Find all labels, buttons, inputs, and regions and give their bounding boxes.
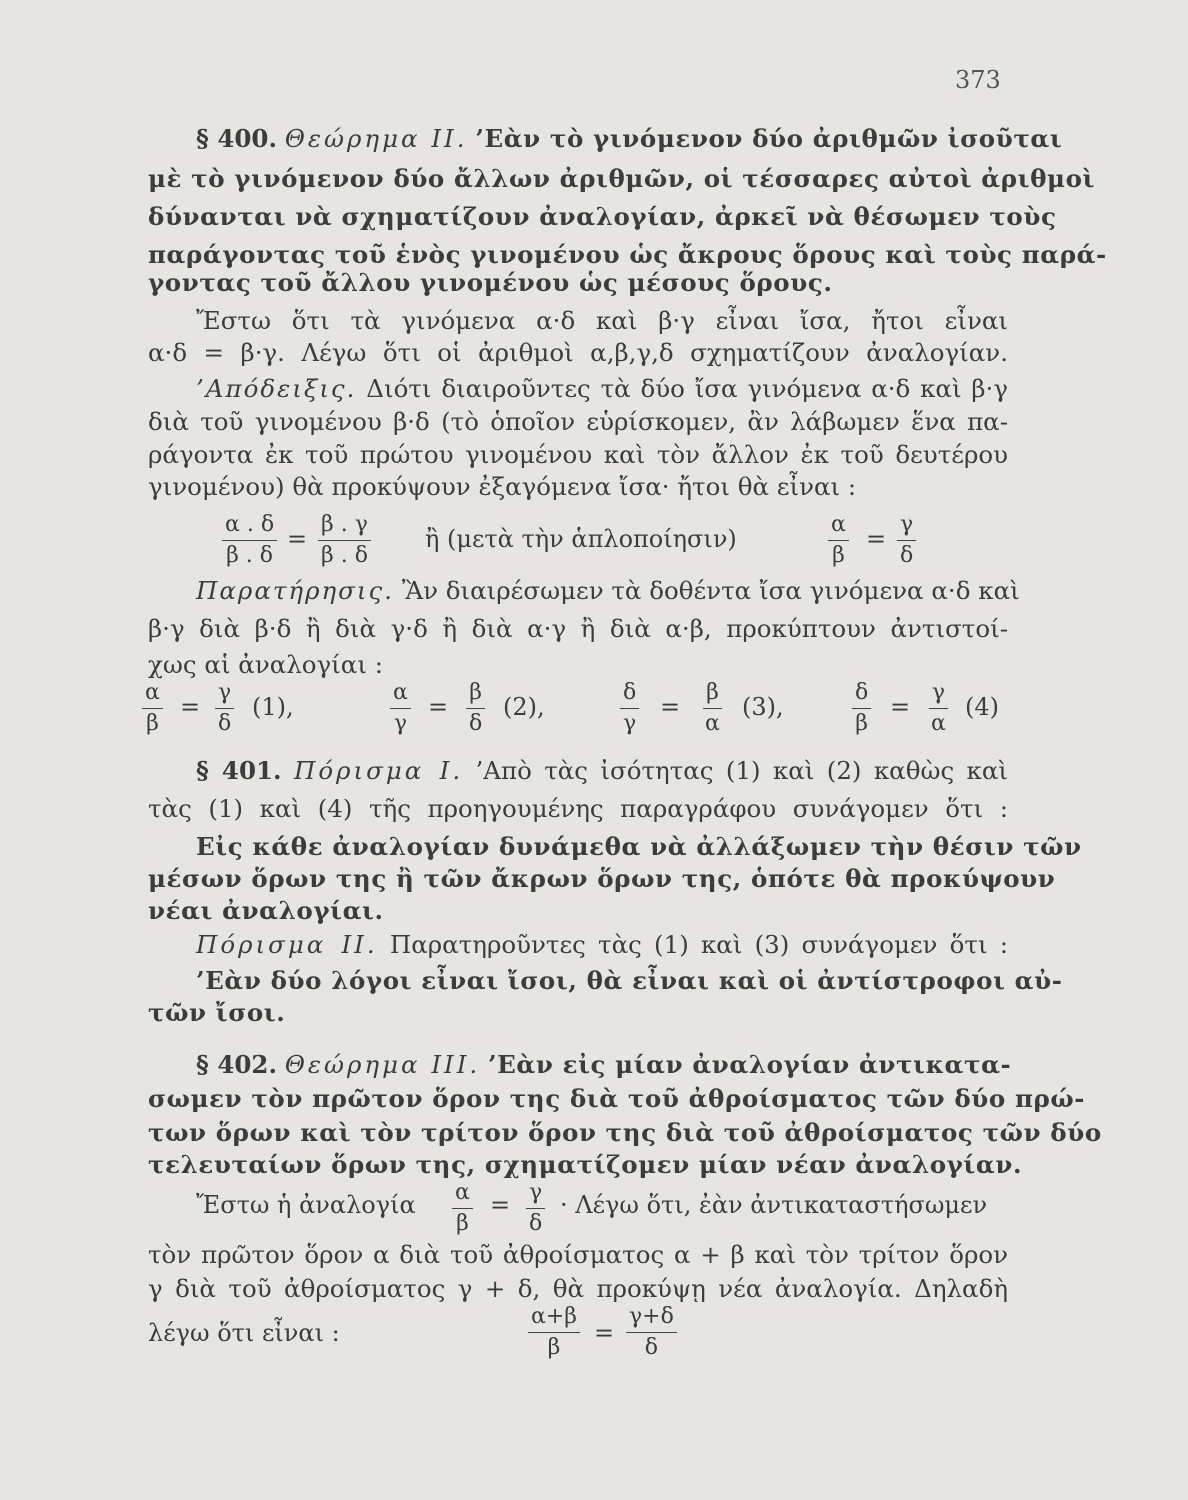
- sec401-number: § 401.: [196, 756, 282, 785]
- remark-text-3: χως αἱ ἀναλογίαι :: [148, 650, 383, 679]
- prop2-left-fraction: $\frac{\alpha}{\gamma}$: [390, 680, 411, 737]
- sec402-statement-4: τελευταίων ὅρων της, σχηματίζομεν μίαν νέαν ἀναλογίαν.: [148, 1150, 1023, 1179]
- corollary2-statement-2: τῶν ἴσοι.: [148, 998, 286, 1027]
- corollary2-text: Παρατηροῦντες τὰς (1) καὶ (3) συνάγομεν ὅτι :: [389, 930, 1008, 959]
- sec402-statement-3: των ὅρων καὶ τὸν τρίτον ὅρον της διὰ τοῦ ἀθροίσματος τῶν δύο: [148, 1118, 1102, 1147]
- sec402-statement-2: σωμεν τὸν πρῶτον ὅρον της διὰ τοῦ ἀθροίσματος τῶν δύο πρώ-: [148, 1084, 1086, 1113]
- prop4-right-fraction: $\frac{\gamma}{\alpha}$: [928, 680, 949, 737]
- sec400-statement-2: μὲ τὸ γινόμενον δύο ἄλλων ἀριθμῶν, οἱ τέσσαρες αὐτοὶ ἀριθμοὶ: [148, 164, 1095, 193]
- remark-text-1: Ἂν διαιρέσωμεν τὰ δοθέντα ἴσα γινόμενα α·δ καὶ: [401, 576, 1020, 605]
- remark-line-1: [196, 572, 1020, 610]
- proof-text-3: ράγοντα ἐκ τοῦ πρώτου γινομένου καὶ τὸν ἄλλον ἐκ τοῦ δευτέρου: [148, 440, 1008, 469]
- sec402-text-1a: Ἔστω ἡ ἀναλογία: [196, 1191, 416, 1219]
- sec400-text-2: α·δ = β·γ. Λέγω ὅτι οἱ ἀριθμοὶ α,β,γ,δ σχηματίζουν ἀναλογίαν.: [148, 338, 1008, 367]
- page-number: 373: [955, 66, 1001, 94]
- sec400-line-1: [196, 120, 1063, 158]
- prop3-left-fraction: $\frac{\delta}{\gamma}$: [620, 680, 639, 737]
- prop2-right-fraction: $\frac{\beta}{\delta}$: [466, 680, 485, 737]
- prop1-label: (1),: [252, 693, 294, 721]
- sec400-statement-3: δύνανται νὰ σχηματίζουν ἀναλογίαν, ἀρκεῖ νὰ θέσωμεν τοὺς: [148, 202, 1057, 231]
- sec402-text-2: τὸν πρῶτον ὅρον α διὰ τοῦ ἀθροίσματος α + β καὶ τὸν τρίτον ὅρον: [148, 1240, 1008, 1269]
- corollary2-heading: Πόρισμα ΙΙ.: [196, 930, 378, 959]
- sec402-text-1b: · Λέγω ὅτι, ἐὰν ἀντικαταστήσωμεν: [560, 1191, 988, 1219]
- fraction-bg-bd: $\frac{\beta . \gamma}{\beta . \delta}$: [318, 512, 371, 569]
- sec400-statement-1: ’Εὰν τὸ γινόμενον δύο ἀριθμῶν ἰσοῦται: [475, 124, 1063, 153]
- sec402-text-3: γ διὰ τοῦ ἀθροίσματος γ + δ, θὰ προκύψῃ νέα ἀναλογία. Δηλαδὴ: [148, 1274, 1008, 1303]
- prop1-right-fraction: $\frac{\gamma}{\delta}$: [215, 680, 234, 737]
- sec400-statement-4: παράγοντας τοῦ ἑνὸς γινομένου ὡς ἄκρους ὅρους καὶ τοὺς παρά-: [148, 240, 1107, 269]
- corollary2-statement-1: ’Εὰν δύο λόγοι εἶναι ἴσοι, θὰ εἶναι καὶ οἱ ἀντίστροφοι αὐ-: [196, 966, 1063, 995]
- fraction-a-b: $\frac{\alpha}{\beta}$: [828, 512, 849, 569]
- sec400-heading: Θεώρημα ΙΙ.: [284, 124, 468, 153]
- sec402-number: § 402.: [196, 1050, 278, 1079]
- prop4-left-fraction: $\frac{\delta}{\beta}$: [852, 680, 871, 737]
- sec401-statement-2: μέσων ὅρων της ἢ τῶν ἄκρων ὅρων της, ὁπότε θὰ προκύψουν: [148, 864, 1056, 893]
- fraction-g-d: $\frac{\gamma}{\delta}$: [897, 512, 916, 569]
- proof-equation: $\frac{\alpha . \delta}{\beta . \delta}$ = $\frac{\beta . \gamma}{\beta . \delta}$ ἢ (μετὰ τὴν ἁπλοποίησιν) $\frac{\alpha}{\beta}$ = $\frac{\gamma}{\delta}$: [0, 512, 1188, 582]
- sec402-given-proportion-line: Ἔστω ἡ ἀναλογία $\frac{\alpha}{\beta}$ = $\frac{\gamma}{\delta}$ · Λέγω ὅτι, ἐὰν ἀντικαταστήσωμεν: [196, 1180, 988, 1236]
- sec402-fraction-a-b: $\frac{\alpha}{\beta}$: [452, 1180, 473, 1237]
- sec401-statement-1: Εἰς κάθε ἀναλογίαν δυνάμεθα νὰ ἀλλάξωμεν τὴν θέσιν τῶν: [196, 832, 1082, 861]
- prop3-label: (3),: [742, 693, 784, 721]
- proof-text-2: διὰ τοῦ γινομένου β·δ (τὸ ὁποῖον εὑρίσκομεν, ἂν λάβωμεν ἕνα πα-: [148, 407, 1008, 436]
- sec401-line-1: [196, 752, 1008, 790]
- proof-text-1: Διότι διαιροῦντες τὰ δύο ἴσα γινόμενα α·δ καὶ β·γ: [366, 374, 1008, 403]
- sec402-fraction-sum-gd: $\frac{\gamma+\delta}{\delta}$: [626, 1304, 677, 1361]
- sec402-fraction-g-d: $\frac{\gamma}{\delta}$: [526, 1180, 545, 1237]
- proof-heading: ’Απόδειξις.: [196, 374, 357, 403]
- prop4-label: (4): [965, 693, 999, 721]
- sec400-number: § 400.: [196, 124, 278, 153]
- proportions-row: $\frac{\alpha}{\beta}$ = $\frac{\gamma}{\delta}$ (1), $\frac{\alpha}{\gamma}$ = $\frac{\beta}{\delta}$ (2), $\frac{\delta}{\gamma}$ = $\frac{\beta}{\alpha}$ (3), $\frac{\delta}{\beta}$ = $\frac{\gamma}{\alpha}$ (4): [0, 680, 1188, 750]
- sec402-result-line: λέγω ὅτι εἶναι : $\frac{\alpha+\beta}{\beta}$ = $\frac{\gamma+\delta}{\delta}$: [0, 1304, 1188, 1374]
- sec402-text-4: λέγω ὅτι εἶναι :: [148, 1319, 340, 1347]
- simplification-note: ἢ (μετὰ τὴν ἁπλοποίησιν): [425, 525, 737, 553]
- proof-text-4: γινομένου) θὰ προκύψουν ἐξαγόμενα ἴσα· ἤτοι θὰ εἶναι :: [148, 472, 857, 501]
- sec402-line-1: [196, 1046, 1012, 1084]
- prop1-left-fraction: $\frac{\alpha}{\beta}$: [142, 680, 163, 737]
- remark-text-2: β·γ διὰ β·δ ἢ διὰ γ·δ ἢ διὰ α·γ ἢ διὰ α·β, προκύπτουν ἀντιστοί-: [148, 614, 1008, 643]
- sec402-fraction-sum-ab: $\frac{\alpha+\beta}{\beta}$: [528, 1304, 580, 1361]
- sec401-text-2: τὰς (1) καὶ (4) τῆς προηγουμένης παραγράφου συνάγομεν ὅτι :: [148, 794, 1008, 823]
- sec400-text-1: Ἔστω ὅτι τὰ γινόμενα α·δ καὶ β·γ εἶναι ἴσα, ἤτοι εἶναι: [196, 306, 1008, 335]
- sec401-heading: Πόρισμα Ι.: [293, 756, 464, 785]
- sec401-statement-3: νέαι ἀναλογίαι.: [148, 896, 384, 925]
- fraction-ad-bd: $\frac{\alpha . \delta}{\beta . \delta}$: [222, 512, 277, 569]
- sec400-statement-5: γοντας τοῦ ἄλλου γινομένου ὡς μέσους ὅρους.: [148, 268, 833, 297]
- sec402-heading: Θεώρημα ΙΙΙ.: [284, 1050, 481, 1079]
- sec402-statement-1: ’Εὰν εἰς μίαν ἀναλογίαν ἀντικατα-: [487, 1050, 1012, 1079]
- sec401-text-1: ’Απὸ τὰς ἰσότητας (1) καὶ (2) καθὼς καὶ: [475, 756, 1008, 785]
- remark-heading: Παρατήρησις.: [196, 576, 395, 605]
- corollary2-line: [196, 926, 1008, 964]
- prop2-label: (2),: [503, 693, 545, 721]
- prop3-right-fraction: $\frac{\beta}{\alpha}$: [705, 680, 720, 736]
